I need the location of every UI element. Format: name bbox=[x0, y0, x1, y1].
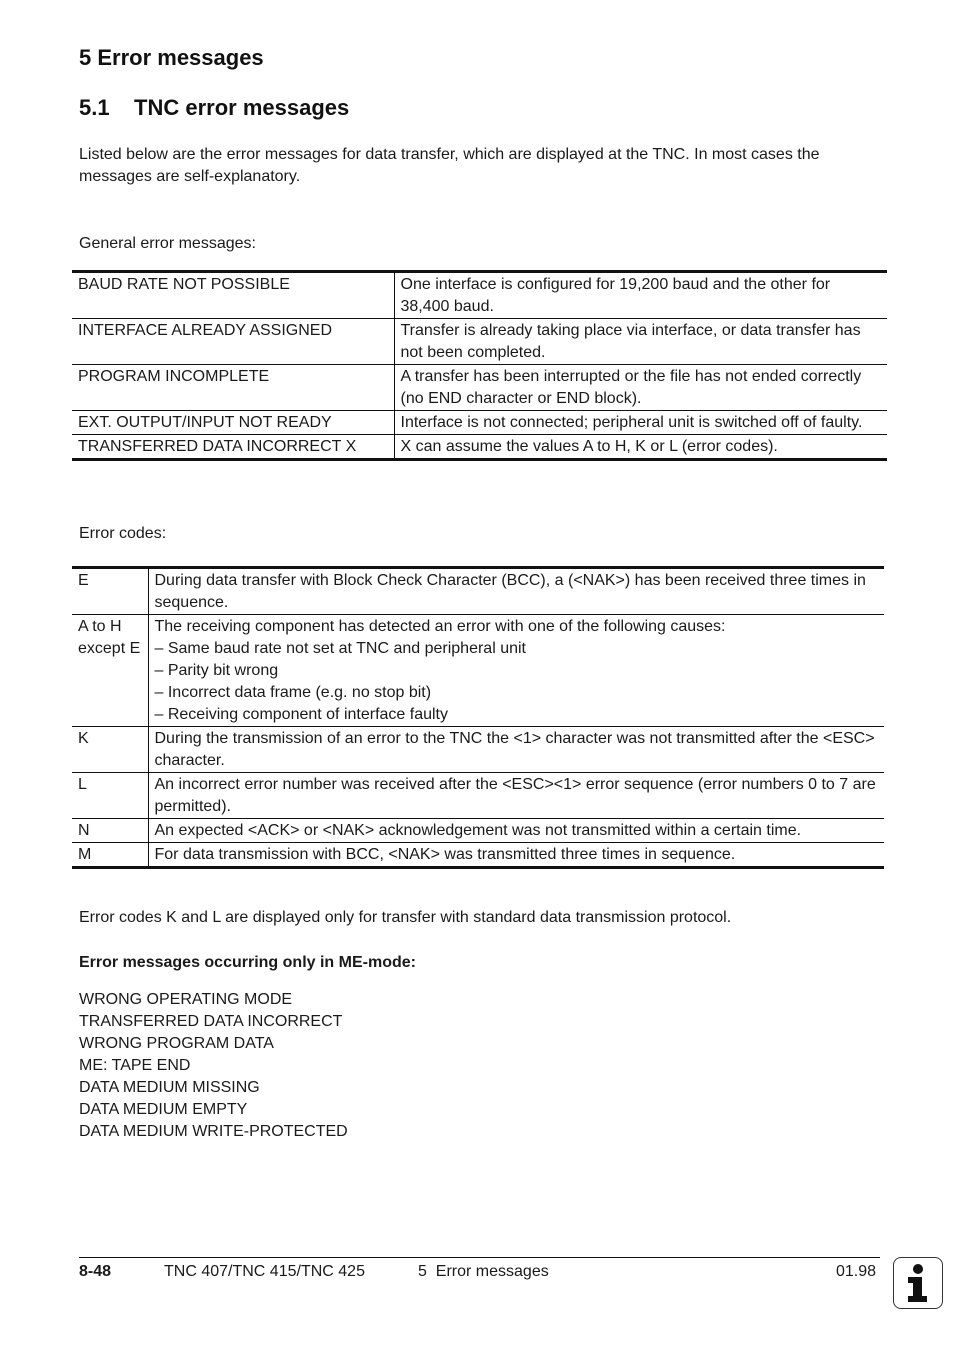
error-codes-label: Error codes: bbox=[79, 525, 167, 542]
description-line: – Incorrect data frame (e.g. no stop bit) bbox=[154, 684, 432, 701]
footer-divider bbox=[79, 1257, 880, 1258]
intro-paragraph: Listed below are the error messages for data transfer, which are displayed at the TNC. In most cases the messages are self-explanatory. bbox=[79, 146, 820, 185]
error-code-description bbox=[148, 615, 884, 727]
error-message-description: Transfer is already taking place via interface, or data transfer has not been completed. bbox=[394, 319, 887, 365]
error-message-description: X can assume the values A to H, K or L (error codes). bbox=[400, 438, 778, 455]
list-item: WRONG OPERATING MODE bbox=[79, 991, 293, 1008]
error-message-name: PROGRAM INCOMPLETE bbox=[72, 365, 394, 411]
general-errors-label: General error messages: bbox=[79, 235, 256, 252]
section-title: 5.1 TNC error messages bbox=[79, 95, 350, 120]
table-row bbox=[72, 319, 887, 365]
table-row bbox=[72, 411, 887, 435]
footer-chapter: 5 Error messages bbox=[418, 1263, 549, 1280]
description-line: – Receiving component of interface faulty bbox=[154, 706, 448, 723]
table-row bbox=[72, 272, 887, 319]
error-codes-table bbox=[72, 566, 884, 869]
error-message-description: One interface is configured for 19,200 baud and the other for 38,400 baud. bbox=[394, 272, 887, 319]
description-line: During data transfer with Block Check Character (BCC), a (<NAK>) has been received three times in sequence. bbox=[154, 572, 866, 611]
table-row bbox=[72, 435, 887, 460]
error-code-description bbox=[148, 819, 884, 843]
description-line: During the transmission of an error to the TNC the <1> character was not transmitted after the <ESC> character. bbox=[154, 730, 875, 769]
error-message-name: BAUD RATE NOT POSSIBLE bbox=[72, 272, 394, 319]
error-codes-note: Error codes K and L are displayed only for transfer with standard data transmission protocol. bbox=[79, 909, 732, 926]
footer-page-number: 8-48 bbox=[79, 1263, 112, 1280]
list-item: TRANSFERRED DATA INCORRECT bbox=[79, 1013, 343, 1030]
error-code: K bbox=[72, 727, 148, 773]
list-item: DATA MEDIUM WRITE-PROTECTED bbox=[79, 1123, 348, 1140]
description-line: The receiving component has detected an error with one of the following causes: bbox=[154, 618, 726, 635]
list-item: ME: TAPE END bbox=[79, 1057, 191, 1074]
footer-date: 01.98 bbox=[836, 1263, 877, 1280]
info-icon[interactable] bbox=[893, 1257, 943, 1309]
error-code: A to H except E bbox=[72, 615, 148, 727]
list-item: WRONG PROGRAM DATA bbox=[79, 1035, 274, 1052]
error-message-name: INTERFACE ALREADY ASSIGNED bbox=[72, 319, 394, 365]
error-message-description: A transfer has been interrupted or the file has not ended correctly (no END character or END block). bbox=[394, 365, 887, 411]
error-code-description bbox=[148, 843, 884, 868]
error-code: L bbox=[72, 773, 148, 819]
error-code-description bbox=[148, 568, 884, 615]
table-row bbox=[72, 615, 884, 727]
error-message-description: Interface is not connected; peripheral unit is switched off of faulty. bbox=[394, 411, 887, 435]
general-errors-table bbox=[72, 270, 887, 461]
error-code: N bbox=[72, 819, 148, 843]
error-code-description bbox=[148, 727, 884, 773]
description-line: An incorrect error number was received after the <ESC><1> error sequence (error numbers 0 to 7 are permitted). bbox=[154, 776, 876, 815]
description-line: – Same baud rate not set at TNC and peripheral unit bbox=[154, 640, 526, 657]
error-message-name: TRANSFERRED DATA INCORRECT X bbox=[72, 435, 394, 460]
me-mode-list bbox=[79, 989, 348, 1143]
error-code-description bbox=[148, 773, 884, 819]
list-item: DATA MEDIUM EMPTY bbox=[79, 1101, 248, 1118]
error-code: E bbox=[72, 568, 148, 615]
table-row bbox=[72, 773, 884, 819]
table-row bbox=[72, 365, 887, 411]
table-row bbox=[72, 727, 884, 773]
error-code: M bbox=[72, 843, 148, 868]
me-mode-heading: Error messages occurring only in ME-mode: bbox=[79, 954, 416, 971]
chapter-title: 5 Error messages bbox=[79, 45, 264, 70]
table-row bbox=[72, 568, 884, 615]
description-line: An expected <ACK> or <NAK> acknowledgement was not transmitted within a certain time. bbox=[154, 822, 802, 839]
list-item: DATA MEDIUM MISSING bbox=[79, 1079, 260, 1096]
description-line: For data transmission with BCC, <NAK> was transmitted three times in sequence. bbox=[154, 846, 736, 863]
error-message-name: EXT. OUTPUT/INPUT NOT READY bbox=[72, 411, 394, 435]
table-row bbox=[72, 819, 884, 843]
description-line: – Parity bit wrong bbox=[154, 662, 279, 679]
table-row bbox=[72, 843, 884, 868]
footer-model: TNC 407/TNC 415/TNC 425 bbox=[164, 1263, 365, 1280]
